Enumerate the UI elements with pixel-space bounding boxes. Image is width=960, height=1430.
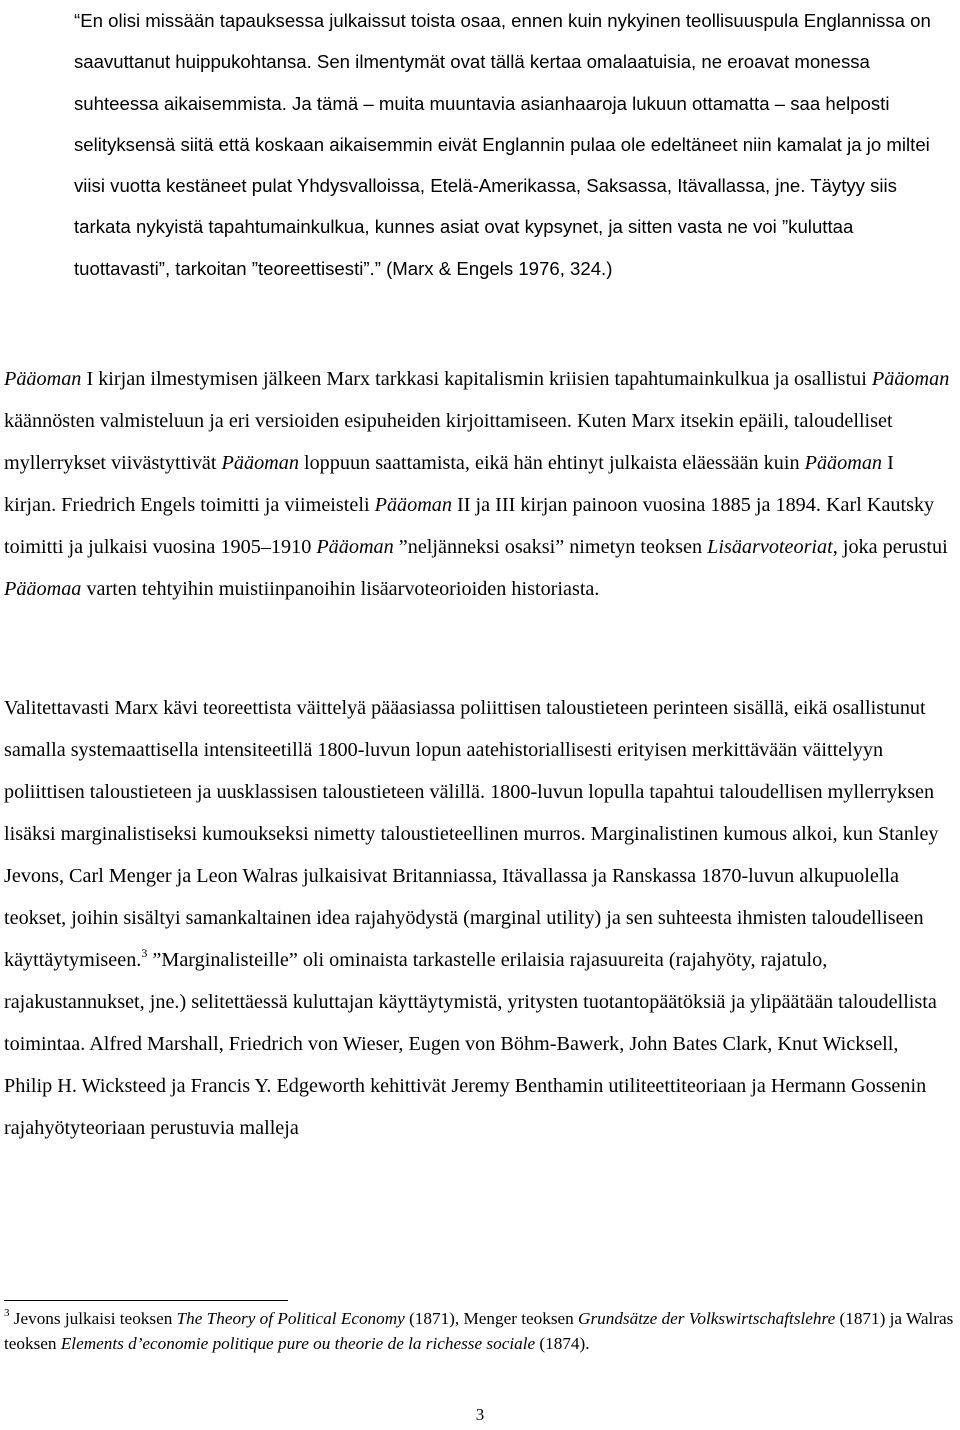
paragraph-text: ”Marginalisteille” oli ominaista tarkastelle erilaisia rajasuureita (rajahyöty, rajatulo, rajakustannukset, jne.) selitettäessä kuluttajan käyttäytymistä, yritysten tuotantopäätöksiä ja ylipäätään taloudellista toimintaa. Alfred Marshall, Friedrich von Wieser, Eugen von Böhm-Bawerk, John Bates Clark, Knut Wicksell, Philip H. Wicksteed ja Francis Y. Edgeworth kehittivät Jeremy Benthamin utiliteettiteoriaan ja Hermann Gossenin rajahyötyteoriaan perustuvia malleja xyxy=(4,949,937,1139)
quote-text: “En olisi missään tapauksessa julkaissut toista osaa, ennen kuin nykyinen teollisuuspula Englannissa on saavuttanut huippukohtansa. Sen ilmentymät ovat tällä kertaa omalaatuisia, ne eroavat monessa suhteessa aikaisemmista. Ja tämä – muita muuntavia asianhaaroja lukuun ottamatta – saa helposti selityksensä siitä että koskaan aikaisemmin eivät Englannin pulaa ole edeltäneet niin kamalat ja jo miltei viisi vuotta kestäneet pulat Yhdysvalloissa, Etelä-Amerikassa, Saksassa, Itävallassa, jne. Täytyy siis tarkata nykyistä tapahtumainkulkua, kunnes asiat ovat kypsynet, ja sitten vasta ne voi ”kuluttaa tuottavasti”, tarkoitan ”teoreettisesti”.” (Marx & Engels 1976, 324.) xyxy=(74,10,931,279)
block-quote xyxy=(74,0,954,289)
footnote-text: (1871), Menger teoksen xyxy=(404,1309,579,1328)
paragraph-2 xyxy=(4,687,950,1149)
book-title: Pääoman xyxy=(804,452,883,474)
book-title: The Theory of Political Economy xyxy=(176,1309,405,1328)
footnote-text: (1874). xyxy=(535,1333,590,1353)
paragraph-text: II ja III kirjan painoon vuosina 1885 ja 1894. Karl Kautsky toimitti ja julkaisi vuosina 1905–1910 xyxy=(4,494,935,558)
footnote-separator xyxy=(4,1300,288,1301)
paragraph-text: , joka perustui xyxy=(832,536,948,558)
book-title: Lisäarvoteoriat xyxy=(707,536,833,558)
book-title: Pääoman xyxy=(4,368,82,390)
paragraph-text: I kirjan. Friedrich Engels toimitti ja viimeisteli xyxy=(4,452,894,516)
footnote-text: Jevons julkaisi teoksen xyxy=(9,1309,177,1328)
book-title: Pääomaa xyxy=(4,578,82,600)
footnote xyxy=(4,1307,956,1356)
footnote-text: (1871) ja Walras teoksen xyxy=(4,1309,954,1353)
paragraph-text: Valitettavasti Marx kävi teoreettista väittelyä pääasiassa poliittisen taloustieteen perinteen sisällä, eikä osallistunut samalla systemaattisella intensiteetillä 1800-luvun lopun aatehistoriallisesti erityisen merkittävään väittelyyn poliittisen taloustieteen ja uusklassisen taloustieteen välillä. 1800-luvun lopulla tapahtui taloudellisen myllerryksen lisäksi marginalistiseksi kumoukseksi nimetty taloustieteellinen murros. Marginalistinen kumous alkoi, kun Stanley Jevons, Carl Menger ja Leon Walras julkaisivat Britanniassa, Itävallassa ja Ranskassa 1870-luvun alkupuolella teokset, joihin sisältyi samankaltainen idea rajahyödystä (marginal utility) ja sen suhteesta ihmisten taloudelliseen käyttäytymiseen. xyxy=(4,697,939,971)
footnote-number: 3 xyxy=(4,1307,10,1319)
paragraph-text: I kirjan ilmestymisen jälkeen Marx tarkkasi kapitalismin kriisien tapahtumainkulkua ja osallistui xyxy=(81,368,872,390)
book-title: Grundsätze der Volkswirtschaftslehre xyxy=(578,1309,836,1328)
paragraph-text: loppuun saattamista, eikä hän ehtinyt julkaista eläessään kuin xyxy=(298,452,805,474)
book-title: Pääoman xyxy=(316,536,394,558)
book-title: Pääoman xyxy=(221,452,299,474)
paragraph-text: varten tehtyihin muistiinpanoihin lisäarvoteorioiden historiasta. xyxy=(81,578,600,600)
book-title: Elements d’economie politique pure ou theorie de la richesse sociale xyxy=(60,1333,536,1353)
book-title: Pääoman xyxy=(871,368,950,390)
page-number: 3 xyxy=(475,1405,485,1424)
footnote-reference[interactable]: 3 xyxy=(141,946,148,960)
book-title: Pääoman xyxy=(374,494,452,516)
paragraph-1 xyxy=(4,358,950,610)
paragraph-text: ”neljänneksi osaksi” nimetyn teoksen xyxy=(393,536,708,558)
paragraph-text: käännösten valmisteluun ja eri versioiden esipuheiden kirjoittamiseen. Kuten Marx itsekin epäili, taloudelliset myllerrykset viivästyttivät xyxy=(4,410,893,474)
